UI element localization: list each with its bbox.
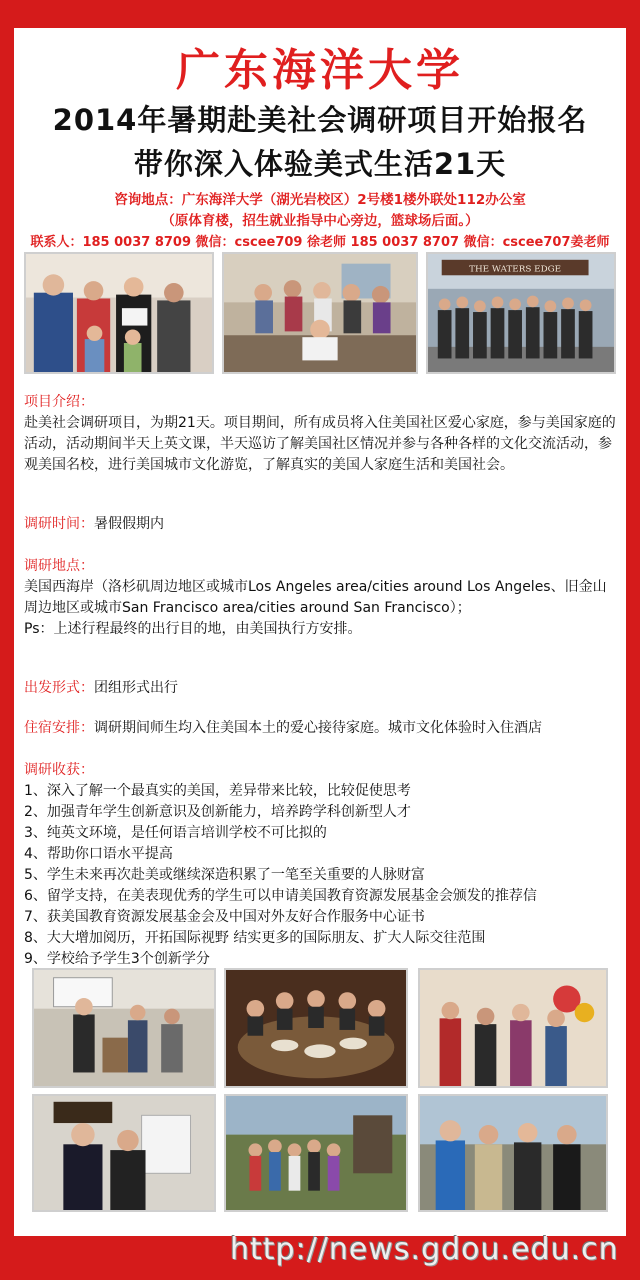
photo-classroom xyxy=(32,968,216,1088)
university-title: 广东海洋大学 xyxy=(176,45,464,96)
gain-item: 1、深入了解一个最真实的美国，差异带来比较，比较促使思考 xyxy=(24,783,411,799)
contact-location-note: （原体育楼，招生就业指导中心旁边，篮球场后面。） xyxy=(161,213,479,229)
gains-list xyxy=(24,781,620,970)
gain-item: 9、学校给予学生3个创新学分 xyxy=(24,951,210,967)
photo-police-officer xyxy=(32,1094,216,1212)
location-note: Ps：上述行程最终的出行目的地，由美国执行方安排。 xyxy=(24,621,362,637)
watermark: http://news.gdou.edu.cn xyxy=(230,1232,619,1267)
gains-heading: 调研收获： xyxy=(24,762,94,778)
intro-section xyxy=(24,392,620,476)
intro-heading: 项目介绍： xyxy=(24,394,94,410)
program-tagline: 带你深入体验美式生活21天 xyxy=(133,147,507,181)
photo-dinner xyxy=(224,968,408,1088)
intro-text: 赴美社会调研项目，为期21天。项目期间，所有成员将入住美国社区爱心家庭，参与美国家庭的活动，活动期间半天上英文课，半天巡访了解美国社区情况并参与各种各样的文化交流活动，参观美国名校，进行美国城市文化游览，了解真实的美国人家庭生活和美国社会。 xyxy=(24,415,616,473)
gain-item: 2、加强青年学生创新意识及创新能力，培养跨学科创新型人才 xyxy=(24,804,411,820)
form-heading: 出发形式： xyxy=(24,680,94,696)
gains-section xyxy=(24,760,620,970)
contact-location: 咨询地点：广东海洋大学（湖光岩校区）2号楼1楼外联处112办公室 xyxy=(114,192,526,208)
location-section xyxy=(24,556,620,640)
photo-party xyxy=(418,968,608,1088)
waters-edge-sign: THE WATERS EDGE xyxy=(469,264,562,275)
gain-item: 3、纯英文环境，是任何语言培训学校不可比拟的 xyxy=(24,825,327,841)
time-section xyxy=(24,514,620,535)
gain-item: 8、大大增加阅历，开拓国际视野 结实更多的国际朋友、扩大人际交往范围 xyxy=(24,930,486,946)
lodging-section xyxy=(24,718,620,739)
photo-waters-edge-group xyxy=(426,252,616,374)
gain-item: 5、学生未来再次赴美或继续深造积累了一笔至关重要的人脉财富 xyxy=(24,867,425,883)
photo-group-indoor xyxy=(222,252,418,374)
gain-item: 6、留学支持，在美表现优秀的学生可以申请美国教育资源发展基金会颁发的推荐信 xyxy=(24,888,537,904)
contact-persons: 联系人：185 0037 8709 微信：cscee709 徐老师 185 0037 8707 微信：cscee707姜老师 xyxy=(30,235,610,250)
time-heading: 调研时间： xyxy=(24,516,94,532)
photo-outdoor-group xyxy=(224,1094,408,1212)
poster xyxy=(14,28,626,1236)
program-title: 2014年暑期赴美社会调研项目开始报名 xyxy=(52,103,588,137)
photo-host-family-graduation xyxy=(24,252,214,374)
gain-item: 7、获美国教育资源发展基金会及中国对外友好合作服务中心证书 xyxy=(24,909,425,925)
time-text: 暑假假期内 xyxy=(94,516,164,532)
form-text: 团组形式出行 xyxy=(94,680,178,696)
location-text: 美国西海岸（洛杉矶周边地区或城市Los Angeles area/cities around Los Angeles、旧金山周边地区或城市San Francisco area/cities around San Francisco）； xyxy=(24,579,607,616)
photo-campus-students xyxy=(418,1094,608,1212)
lodging-text: 调研期间师生均入住美国本土的爱心接待家庭。城市文化体验时入住酒店 xyxy=(94,720,542,736)
gain-item: 4、帮助你口语水平提高 xyxy=(24,846,173,862)
lodging-heading: 住宿安排： xyxy=(24,720,94,736)
form-section xyxy=(24,678,620,699)
location-heading: 调研地点： xyxy=(24,558,94,574)
